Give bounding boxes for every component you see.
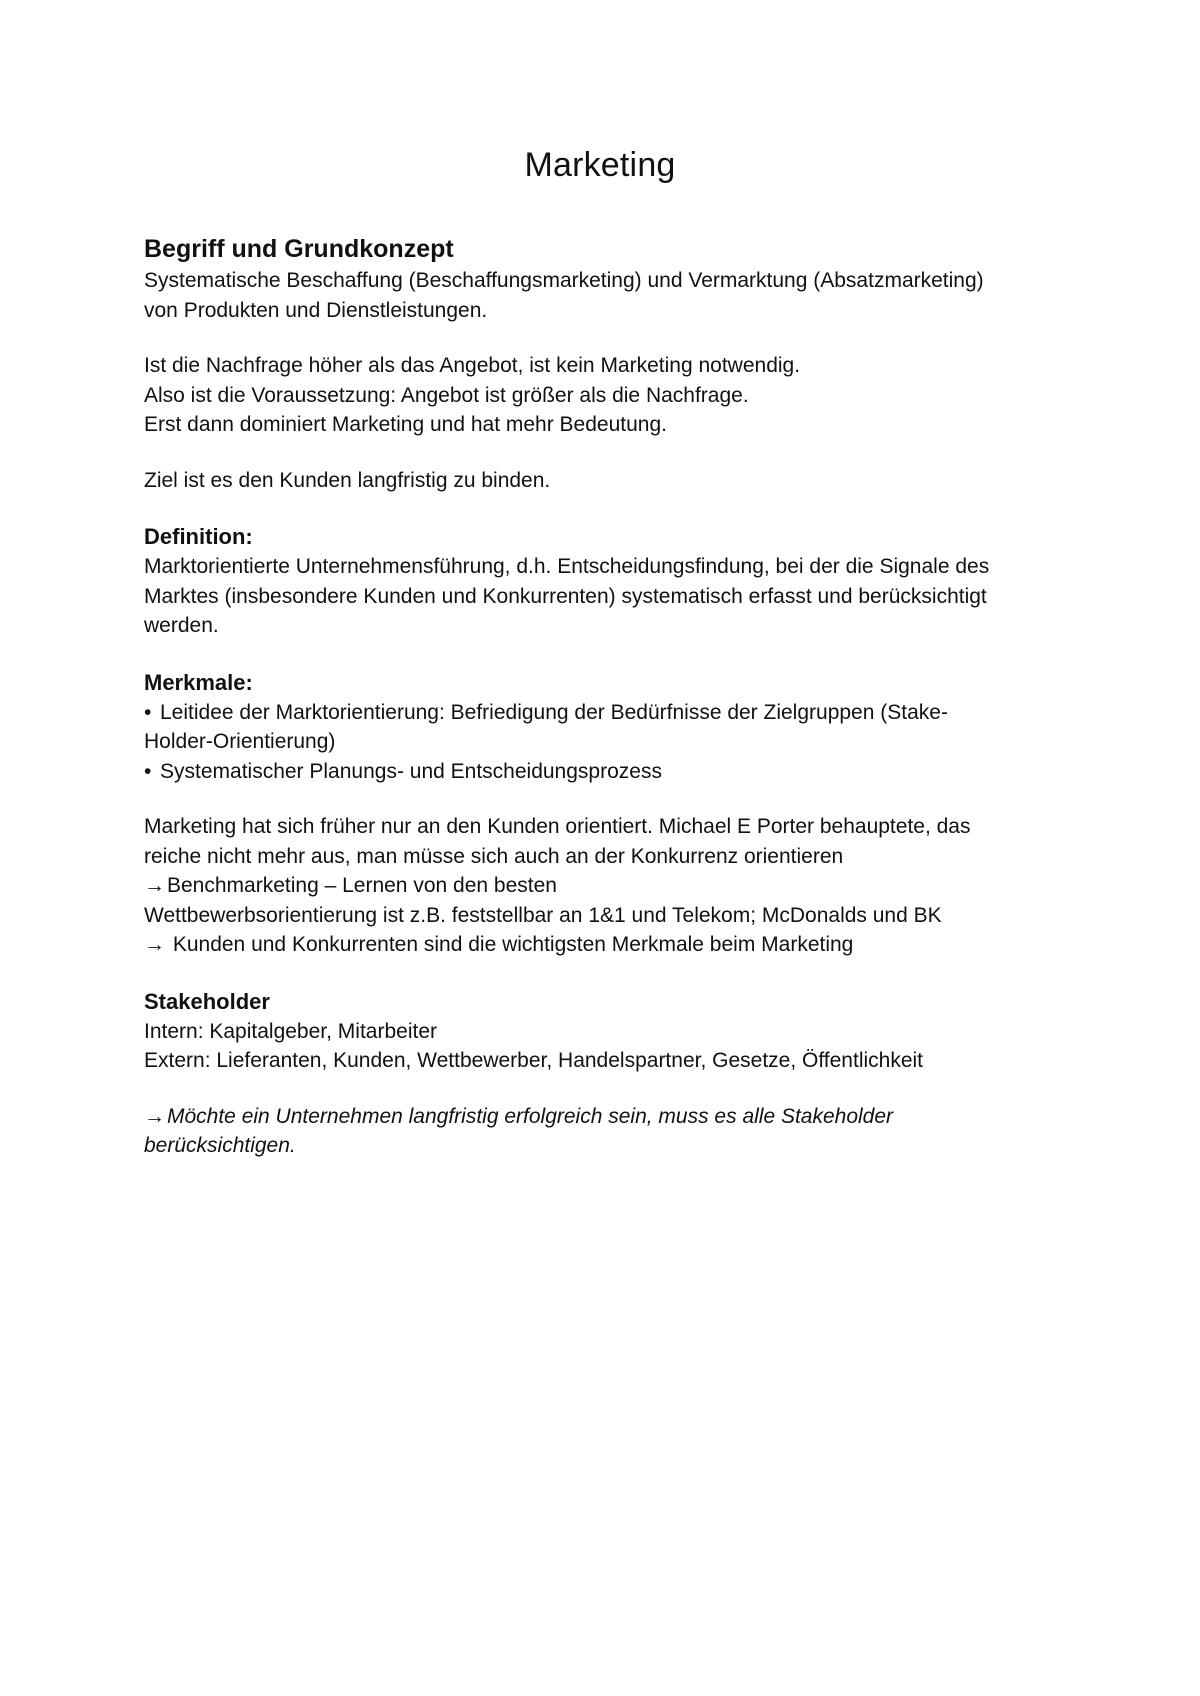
section-begriff-text [144, 266, 1064, 325]
text-line: Wettbewerbsorientierung ist z.B. feststellbar an 1&1 und Telekom; McDonalds und BK [144, 903, 942, 927]
bullet-text: Leitidee der Marktorientierung: Befriedigung der Bedürfnisse der Zielgruppen (Stake- [160, 700, 948, 724]
stakeholder-text [144, 1017, 1064, 1076]
document-body [144, 232, 1064, 1161]
text-line: berücksichtigen. [144, 1134, 296, 1157]
ziel-text [144, 466, 1064, 496]
bullet-continuation: Holder-Orientierung) [144, 730, 336, 753]
bullet-text: Systematischer Planungs- und Entscheidungsprozess [160, 759, 662, 783]
text-line: Marktes (insbesondere Kunden und Konkurrenten) systematisch erfasst und berücksichtigt [144, 584, 987, 608]
spacer [144, 786, 1064, 812]
section-heading-merkmale: Merkmale: [144, 669, 253, 695]
bullet-item [144, 698, 1064, 728]
text-line: Intern: Kapitalgeber, Mitarbeiter [144, 1019, 437, 1043]
spacer [144, 325, 1064, 351]
definition-text [144, 552, 1064, 641]
spacer [144, 495, 1064, 521]
merkmale-bullets [144, 698, 1064, 787]
stakeholder-conclusion [144, 1102, 1064, 1161]
spacer [144, 641, 1064, 667]
porter-text [144, 812, 1064, 960]
text-line: Marktorientierte Unternehmensführung, d.h. Entscheidungsfindung, bei der die Signale des [144, 555, 990, 578]
conclusion-text: Möchte ein Unternehmen langfristig erfolgreich sein, muss es alle Stakeholder [167, 1104, 894, 1128]
spacer [144, 440, 1064, 466]
arrow-line [144, 1102, 1064, 1132]
text-line: Erst dann dominiert Marketing und hat mehr Bedeutung. [144, 413, 667, 436]
section-heading-definition: Definition: [144, 524, 253, 549]
arrow-line [144, 871, 1064, 901]
spacer [144, 1076, 1064, 1102]
spacer [144, 960, 1064, 986]
page-title: Marketing [524, 146, 676, 184]
arrow-text: Benchmarketing – Lernen von den besten [167, 874, 557, 897]
text-line: Also ist die Voraussetzung: Angebot ist größer als die Nachfrage. [144, 383, 749, 407]
text-line: Ist die Nachfrage höher als das Angebot, ist kein Marketing notwendig. [144, 354, 801, 377]
arrow-right-icon: → [144, 933, 165, 956]
text-line: werden. [144, 614, 219, 637]
arrow-text: Kunden und Konkurrenten sind die wichtigsten Merkmale beim Marketing [167, 933, 854, 956]
section-heading-stakeholder: Stakeholder [144, 988, 270, 1014]
nachfrage-text [144, 351, 1064, 440]
text-line: reiche nicht mehr aus, man müsse sich auch an der Konkurrenz orientieren [144, 844, 844, 868]
arrow-right-icon: → [144, 1104, 165, 1128]
section-heading-begriff: Begriff und Grundkonzept [144, 235, 454, 263]
bullet-icon: • [144, 759, 152, 783]
text-line: von Produkten und Dienstleistungen. [144, 298, 488, 322]
text-line: Extern: Lieferanten, Kunden, Wettbewerber, Handelspartner, Gesetze, Öffentlichkeit [144, 1049, 924, 1072]
arrow-right-icon: → [144, 874, 165, 897]
text-line: Marketing hat sich früher nur an den Kunden orientiert. Michael E Porter behauptete, das [144, 815, 971, 838]
bullet-icon: • [144, 700, 152, 724]
arrow-line [144, 930, 1064, 960]
text-line: Systematische Beschaffung (Beschaffungsmarketing) und Vermarktung (Absatzmarketing) [144, 269, 984, 292]
bullet-item [144, 757, 1064, 787]
text-line: Ziel ist es den Kunden langfristig zu binden. [144, 468, 551, 492]
